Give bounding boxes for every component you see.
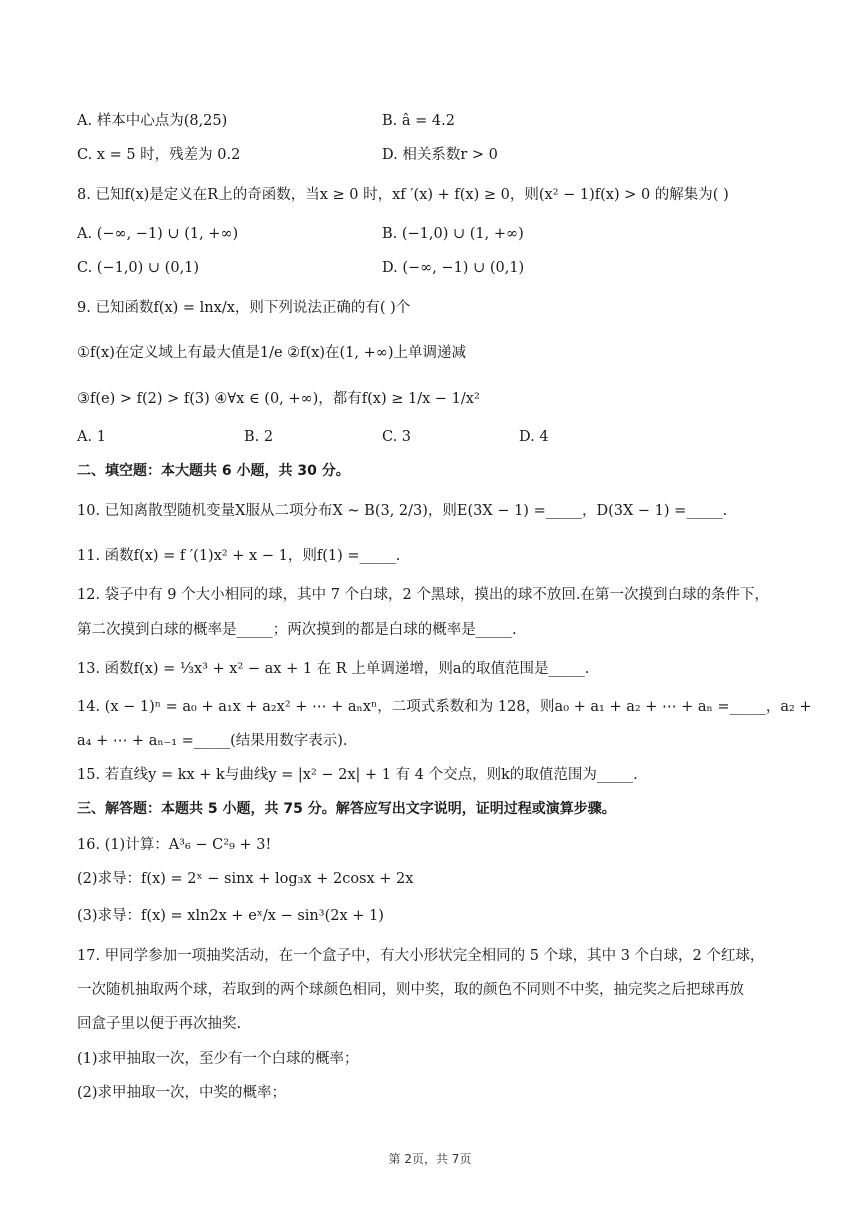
q9-stem: 9. 已知函数f(x) = lnx/x，则下列说法正确的有( )个 [77,300,411,316]
q7-option-d: D. 相关系数r > 0 [382,147,498,163]
q13: 13. 函数f(x) = ⅓x³ + x² − ax + 1 在 R 上单调递增，则a的取值范围是_____. [77,661,590,677]
q17-part-2: (2)求甲抽取一次，中奖的概率； [77,1085,287,1101]
q7-option-b: B. â = 4.2 [382,113,455,129]
q16-part-1: 16. (1)计算：A³₆ − C²₉ + 3! [77,837,272,853]
q8-option-c: C. (−1,0) ∪ (0,1) [77,260,200,276]
q9-option-c: C. 3 [382,429,412,445]
q9-option-d: D. 4 [519,429,549,445]
q12-line-2: 第二次摸到白球的概率是_____；两次摸到的都是白球的概率是_____. [77,622,517,638]
q11: 11. 函数f(x) = f ′(1)x² + x − 1，则f(1) =_____. [77,548,401,564]
q17-line-1: 17. 甲同学参加一项抽奖活动，在一个盒子中，有大小形状完全相同的 5 个球，其中 3 个白球，2 个红球， [77,948,765,964]
section-fill-in-heading: 二、填空题：本大题共 6 小题，共 30 分。 [77,463,350,479]
q17-line-2: 一次随机抽取两个球，若取到的两个球颜色相同，则中奖，取的颜色不同则不中奖，抽完奖之后把球再放 [77,982,744,998]
q17-part-1: (1)求甲抽取一次，至少有一个白球的概率； [77,1051,359,1067]
q14-line-2: a₄ + ⋯ + aₙ₋₁ =_____(结果用数字表示). [77,733,348,749]
page-footer: 第 2页，共 7页 [388,1152,472,1166]
q7-option-a: A. 样本中心点为(8,25) [77,113,228,129]
q8-stem: 8. 已知f(x)是定义在R上的奇函数，当x ≥ 0 时，xf ′(x) + f(x) ≥ 0，则(x² − 1)f(x) > 0 的解集为( ) [77,187,729,203]
q10: 10. 已知离散型随机变量X服从二项分布X ~ B(3, 2/3)，则E(3X − 1) =_____，D(3X − 1) =_____. [77,503,728,519]
q14-line-1: 14. (x − 1)ⁿ = a₀ + a₁x + a₂x² + ⋯ + aₙxⁿ，二项式系数和为 128，则a₀ + a₁ + a₂ + ⋯ + aₙ =_____，a₂ + [77,699,812,715]
q12-line-1: 12. 袋子中有 9 个大小相同的球，其中 7 个白球，2 个黑球，摸出的球不放回.在第一次摸到白球的条件下， [77,587,769,603]
q9-option-b: B. 2 [244,429,274,445]
q7-option-c: C. x = 5 时，残差为 0.2 [77,147,241,163]
q16-part-2: (2)求导：f(x) = 2ˣ − sinx + log₃x + 2cosx + 2x [77,871,414,887]
q8-option-a: A. (−∞, −1) ∪ (1, +∞) [77,226,239,242]
q8-option-b: B. (−1,0) ∪ (1, +∞) [382,226,524,242]
q9-option-a: A. 1 [77,429,106,445]
q16-part-3: (3)求导：f(x) = xln2x + eˣ/x − sin³(2x + 1) [77,908,384,924]
q9-statements-1-2: ①f(x)在定义域上有最大值是1/e ②f(x)在(1, +∞)上单调递减 [77,345,466,361]
section-answer-heading: 三、解答题：本题共 5 小题，共 75 分。解答应写出文字说明，证明过程或演算步骤。 [77,801,616,817]
q8-option-d: D. (−∞, −1) ∪ (0,1) [382,260,525,276]
q9-statements-3-4: ③f(e) > f(2) > f(3) ④∀x ∈ (0, +∞)，都有f(x) ≥ 1/x − 1/x² [77,391,480,407]
q17-line-3: 回盒子里以便于再次抽奖. [77,1016,242,1032]
q15: 15. 若直线y = kx + k与曲线y = |x² − 2x| + 1 有 4 个交点，则k的取值范围为_____. [77,767,638,783]
